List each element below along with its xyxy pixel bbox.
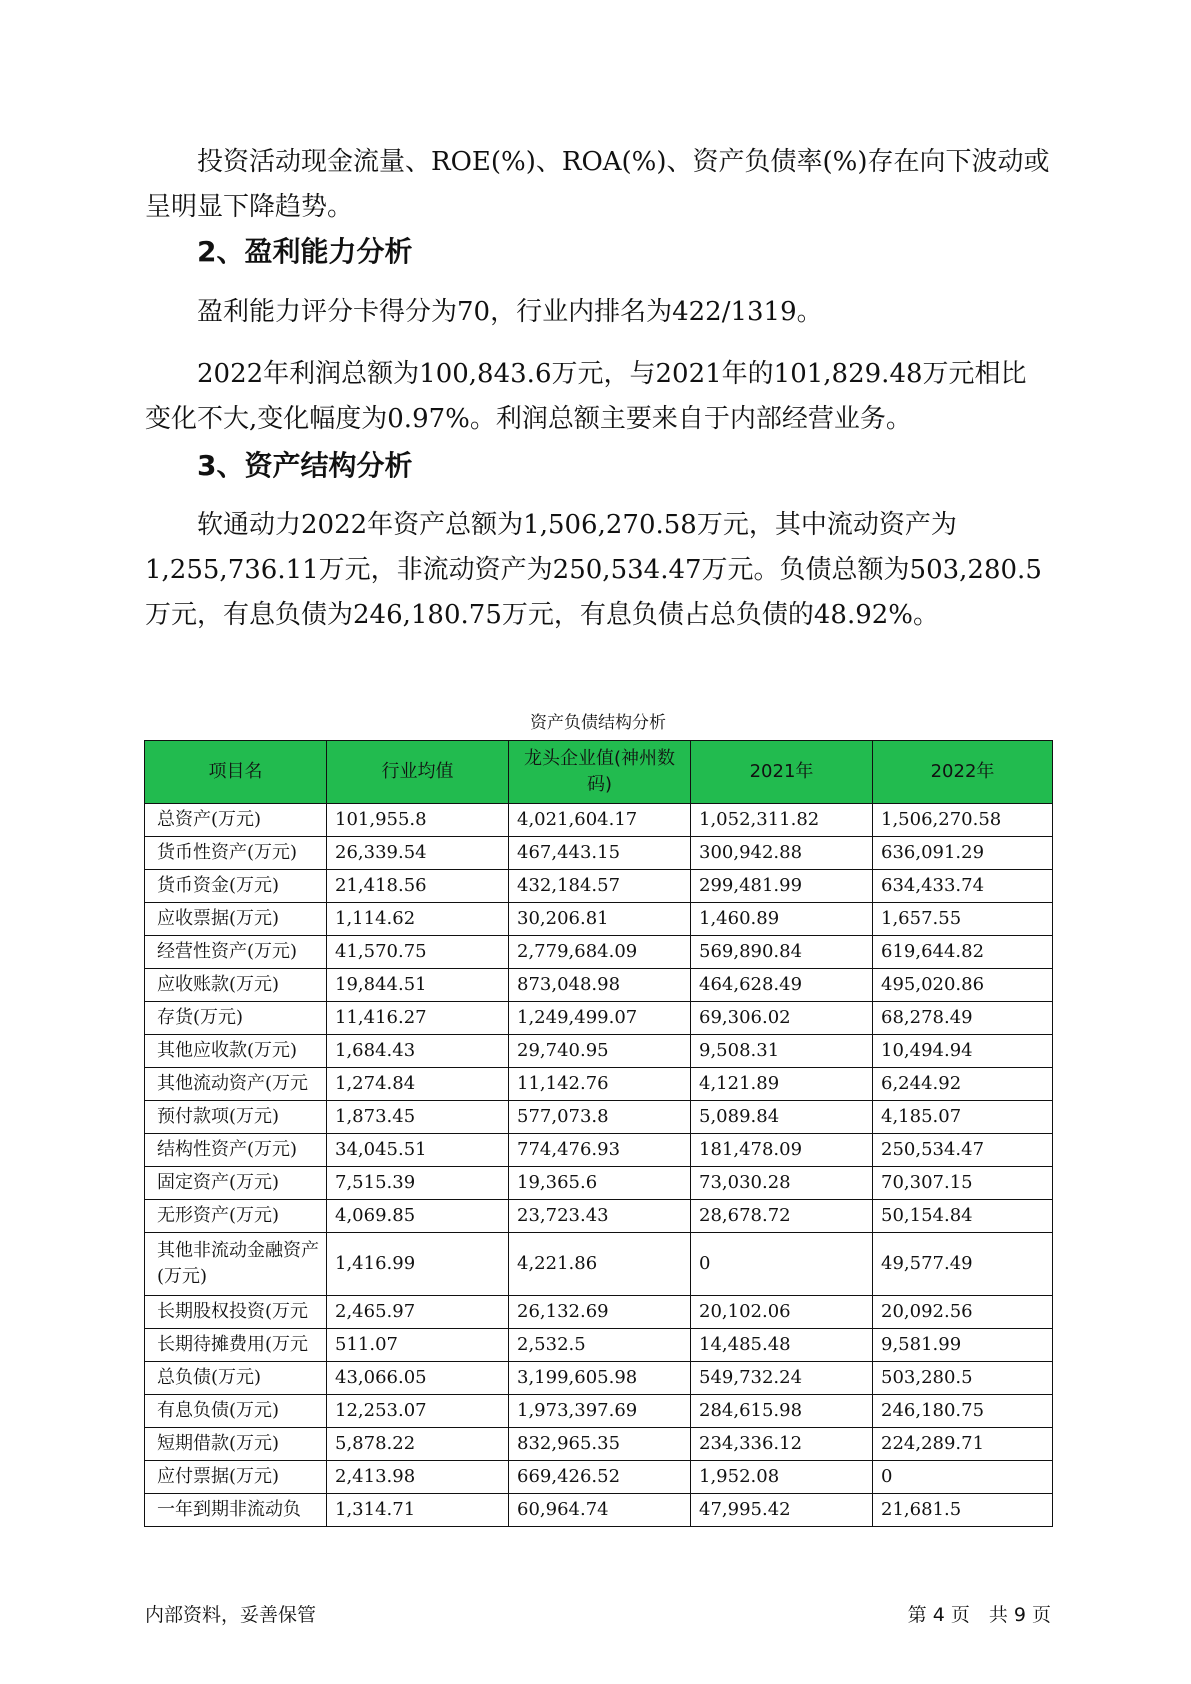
table-cell-item: 预付款项(万元) <box>145 1101 327 1134</box>
table-cell-value: 1,416.99 <box>327 1233 509 1296</box>
table-cell-value: 34,045.51 <box>327 1134 509 1167</box>
table-row <box>145 1167 1053 1200</box>
table-cell-value: 1,506,270.58 <box>873 804 1053 837</box>
table-cell-value: 19,365.6 <box>509 1167 691 1200</box>
table-cell-value: 5,089.84 <box>691 1101 873 1134</box>
table-cell-value: 5,878.22 <box>327 1428 509 1461</box>
table-header-row <box>145 741 1053 804</box>
table-cell-item: 固定资产(万元) <box>145 1167 327 1200</box>
table-cell-value: 0 <box>691 1233 873 1296</box>
table-cell-value: 1,657.55 <box>873 903 1053 936</box>
table-cell-value: 49,577.49 <box>873 1233 1053 1296</box>
table-cell-value: 20,102.06 <box>691 1296 873 1329</box>
table-cell-value: 20,092.56 <box>873 1296 1053 1329</box>
table-cell-value: 224,289.71 <box>873 1428 1053 1461</box>
table-cell-value: 284,615.98 <box>691 1395 873 1428</box>
table-cell-item: 其他流动资产(万元 <box>145 1068 327 1101</box>
table-row <box>145 1296 1053 1329</box>
table-row <box>145 1035 1053 1068</box>
header-2022: 2022年 <box>873 741 1053 804</box>
table-cell-value: 2,779,684.09 <box>509 936 691 969</box>
table-row <box>145 1395 1053 1428</box>
table-row <box>145 1068 1053 1101</box>
table-cell-value: 549,732.24 <box>691 1362 873 1395</box>
paragraph-assets: 软通动力2022年资产总额为1,506,270.58万元，其中流动资产为1,255,736.11万元，非流动资产为250,534.47万元。负债总额为503,280.5万元，有息负债为246,180.75万元，有息负债占总负债的48.92%。 <box>145 510 1042 630</box>
table-cell-value: 246,180.75 <box>873 1395 1053 1428</box>
paragraph-profit: 2022年利润总额为100,843.6万元，与2021年的101,829.48万元相比变化不大,变化幅度为0.97%。利润总额主要来自于内部经营业务。 <box>145 359 1027 434</box>
table-cell-value: 1,052,311.82 <box>691 804 873 837</box>
table-cell-value: 101,955.8 <box>327 804 509 837</box>
header-leader-value: 龙头企业值(神州数码) <box>509 741 691 804</box>
heading-profitability: 2、盈利能力分析 <box>197 235 413 268</box>
table-cell-value: 774,476.93 <box>509 1134 691 1167</box>
table-row <box>145 1494 1053 1527</box>
table-cell-value: 300,942.88 <box>691 837 873 870</box>
table-cell-value: 12,253.07 <box>327 1395 509 1428</box>
table-cell-value: 467,443.15 <box>509 837 691 870</box>
table-row <box>145 903 1053 936</box>
table-cell-value: 577,073.8 <box>509 1101 691 1134</box>
table-cell-value: 1,684.43 <box>327 1035 509 1068</box>
table-row <box>145 1428 1053 1461</box>
table-cell-value: 60,964.74 <box>509 1494 691 1527</box>
table-cell-item: 货币资金(万元) <box>145 870 327 903</box>
table-cell-value: 0 <box>873 1461 1053 1494</box>
table-row <box>145 1362 1053 1395</box>
table-cell-item: 货币性资产(万元) <box>145 837 327 870</box>
table-cell-value: 11,416.27 <box>327 1002 509 1035</box>
table-cell-value: 669,426.52 <box>509 1461 691 1494</box>
table-cell-value: 250,534.47 <box>873 1134 1053 1167</box>
table-cell-value: 23,723.43 <box>509 1200 691 1233</box>
table-cell-value: 70,307.15 <box>873 1167 1053 1200</box>
table-cell-item: 应付票据(万元) <box>145 1461 327 1494</box>
table-cell-value: 9,508.31 <box>691 1035 873 1068</box>
balance-sheet-table <box>144 740 1053 1527</box>
table-cell-value: 10,494.94 <box>873 1035 1053 1068</box>
table-cell-value: 26,339.54 <box>327 837 509 870</box>
table-cell-item: 结构性资产(万元) <box>145 1134 327 1167</box>
table-row <box>145 1002 1053 1035</box>
table-cell-value: 1,873.45 <box>327 1101 509 1134</box>
table-row <box>145 837 1053 870</box>
table-cell-value: 30,206.81 <box>509 903 691 936</box>
table-cell-value: 47,995.42 <box>691 1494 873 1527</box>
table-cell-item: 存货(万元) <box>145 1002 327 1035</box>
header-industry-average: 行业均值 <box>327 741 509 804</box>
table-cell-value: 2,413.98 <box>327 1461 509 1494</box>
table-cell-value: 14,485.48 <box>691 1329 873 1362</box>
table-cell-value: 21,418.56 <box>327 870 509 903</box>
table-cell-value: 4,221.86 <box>509 1233 691 1296</box>
table-cell-value: 6,244.92 <box>873 1068 1053 1101</box>
table-cell-value: 68,278.49 <box>873 1002 1053 1035</box>
table-cell-item: 应收票据(万元) <box>145 903 327 936</box>
table-cell-value: 7,515.39 <box>327 1167 509 1200</box>
table-cell-value: 2,465.97 <box>327 1296 509 1329</box>
table-cell-item: 有息负债(万元) <box>145 1395 327 1428</box>
table-cell-value: 4,121.89 <box>691 1068 873 1101</box>
table-cell-value: 569,890.84 <box>691 936 873 969</box>
table-cell-value: 1,460.89 <box>691 903 873 936</box>
table-cell-item: 总负债(万元) <box>145 1362 327 1395</box>
heading-asset-structure: 3、资产结构分析 <box>197 449 413 482</box>
table-cell-value: 181,478.09 <box>691 1134 873 1167</box>
table-cell-value: 4,069.85 <box>327 1200 509 1233</box>
table-cell-value: 1,314.71 <box>327 1494 509 1527</box>
table-cell-value: 832,965.35 <box>509 1428 691 1461</box>
header-item-name: 项目名 <box>145 741 327 804</box>
table-cell-value: 634,433.74 <box>873 870 1053 903</box>
table-caption: 资产负债结构分析 <box>530 713 666 733</box>
table-cell-item: 无形资产(万元) <box>145 1200 327 1233</box>
paragraph-trend: 投资活动现金流量、ROE(%)、ROA(%)、资产负债率(%)存在向下波动或呈明显下降趋势。 <box>145 147 1050 222</box>
table-cell-item: 其他应收款(万元) <box>145 1035 327 1068</box>
table-cell-value: 1,973,397.69 <box>509 1395 691 1428</box>
table-cell-value: 1,114.62 <box>327 903 509 936</box>
table-cell-value: 3,199,605.98 <box>509 1362 691 1395</box>
table-row <box>145 1134 1053 1167</box>
table-cell-value: 464,628.49 <box>691 969 873 1002</box>
table-cell-value: 50,154.84 <box>873 1200 1053 1233</box>
table-cell-value: 21,681.5 <box>873 1494 1053 1527</box>
table-cell-value: 495,020.86 <box>873 969 1053 1002</box>
table-cell-item: 短期借款(万元) <box>145 1428 327 1461</box>
table-cell-value: 9,581.99 <box>873 1329 1053 1362</box>
table-cell-item: 其他非流动金融资产(万元) <box>145 1233 327 1296</box>
table-cell-value: 26,132.69 <box>509 1296 691 1329</box>
table-cell-value: 19,844.51 <box>327 969 509 1002</box>
table-cell-value: 511.07 <box>327 1329 509 1362</box>
table-cell-value: 4,185.07 <box>873 1101 1053 1134</box>
table-cell-value: 2,532.5 <box>509 1329 691 1362</box>
table-row <box>145 1200 1053 1233</box>
table-cell-value: 1,952.08 <box>691 1461 873 1494</box>
table-cell-value: 619,644.82 <box>873 936 1053 969</box>
table-cell-value: 28,678.72 <box>691 1200 873 1233</box>
table-cell-value: 636,091.29 <box>873 837 1053 870</box>
table-cell-item: 经营性资产(万元) <box>145 936 327 969</box>
table-cell-value: 503,280.5 <box>873 1362 1053 1395</box>
footer-confidential: 内部资料，妥善保管 <box>145 1604 317 1626</box>
table-cell-item: 一年到期非流动负 <box>145 1494 327 1527</box>
table-cell-value: 4,021,604.17 <box>509 804 691 837</box>
table-cell-item: 应收账款(万元) <box>145 969 327 1002</box>
table-row <box>145 1233 1053 1296</box>
table-row <box>145 936 1053 969</box>
paragraph-score: 盈利能力评分卡得分为70，行业内排名为422/1319。 <box>197 297 823 327</box>
table-cell-item: 长期股权投资(万元 <box>145 1296 327 1329</box>
table-cell-value: 43,066.05 <box>327 1362 509 1395</box>
table-row <box>145 1329 1053 1362</box>
table-cell-value: 299,481.99 <box>691 870 873 903</box>
table-row <box>145 1101 1053 1134</box>
table-cell-value: 11,142.76 <box>509 1068 691 1101</box>
table-cell-value: 873,048.98 <box>509 969 691 1002</box>
table-row <box>145 1461 1053 1494</box>
table-cell-value: 432,184.57 <box>509 870 691 903</box>
footer-page-number: 第 4 页 共 9 页 <box>907 1604 1051 1626</box>
table-row <box>145 804 1053 837</box>
table-cell-value: 1,274.84 <box>327 1068 509 1101</box>
table-cell-value: 41,570.75 <box>327 936 509 969</box>
header-2021: 2021年 <box>691 741 873 804</box>
table-row <box>145 870 1053 903</box>
table-cell-value: 29,740.95 <box>509 1035 691 1068</box>
table-cell-value: 73,030.28 <box>691 1167 873 1200</box>
table-row <box>145 969 1053 1002</box>
table-cell-item: 长期待摊费用(万元 <box>145 1329 327 1362</box>
table-cell-value: 69,306.02 <box>691 1002 873 1035</box>
table-cell-item: 总资产(万元) <box>145 804 327 837</box>
table-cell-value: 234,336.12 <box>691 1428 873 1461</box>
table-cell-value: 1,249,499.07 <box>509 1002 691 1035</box>
